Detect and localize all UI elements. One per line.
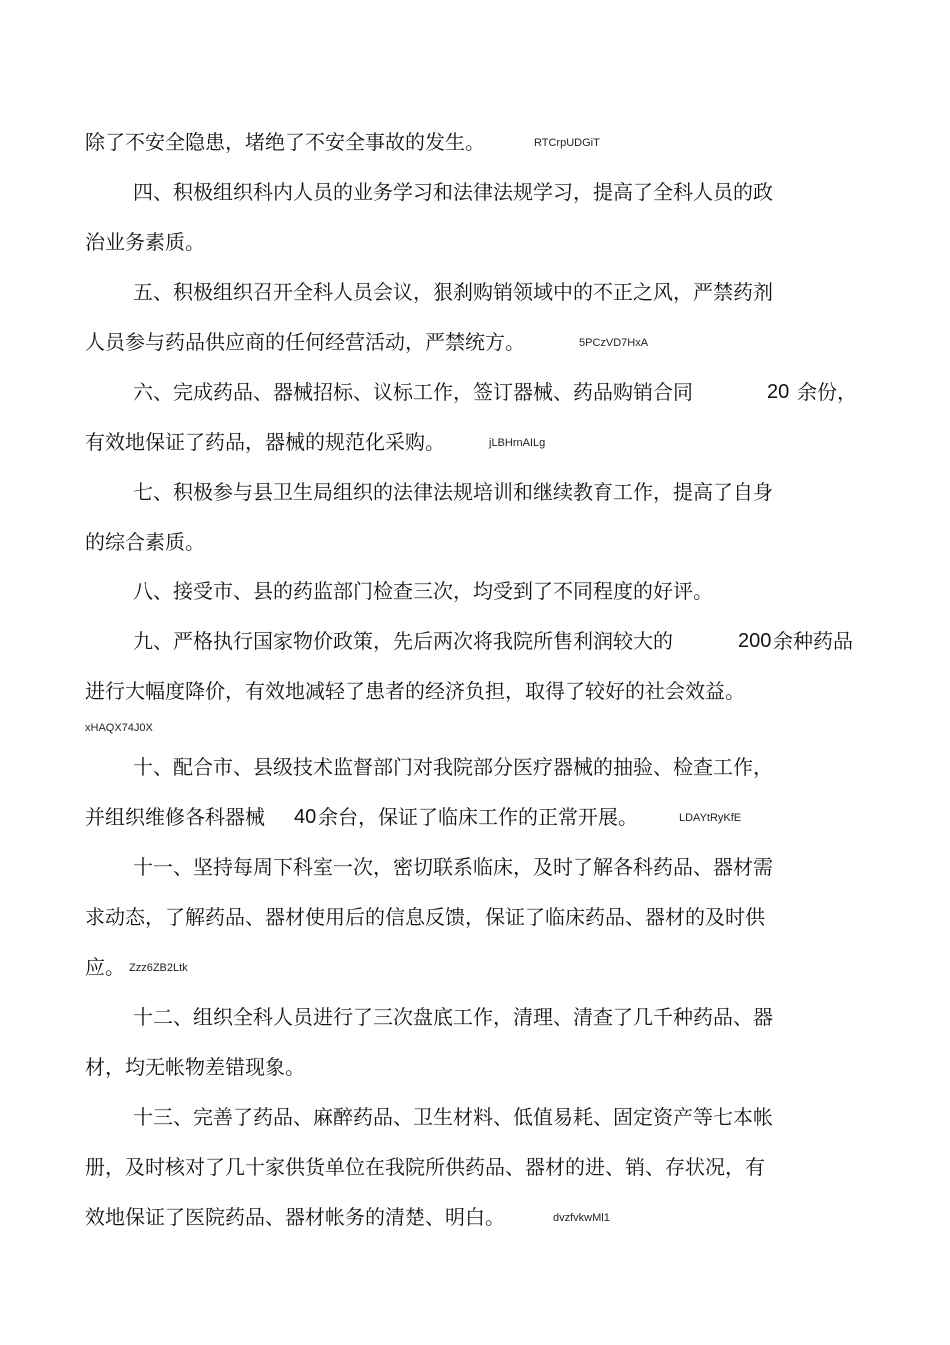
paragraph-line: 八、接受市、县的药监部门检查三次，均受到了不同程度的好评。: [133, 579, 713, 603]
paragraph-line: 并组织维修各科器械: [85, 805, 265, 829]
watermark-code: RTCrpUDGiT: [534, 137, 600, 149]
paragraph-line: 除了不安全隐患，堵绝了不安全事故的发生。: [85, 130, 485, 154]
paragraph-line: 六、完成药品、器械招标、议标工作，签订器械、药品购销合同: [133, 380, 693, 404]
paragraph-line: 求动态，了解药品、器材使用后的信息反馈，保证了临床药品、器材的及时供: [85, 905, 765, 929]
paragraph-line: 十三、完善了药品、麻醉药品、卫生材料、低值易耗、固定资产等七本帐: [133, 1105, 773, 1129]
paragraph-line: 进行大幅度降价，有效地减轻了患者的经济负担，取得了较好的社会效益。: [85, 679, 745, 703]
paragraph-line: 余份，: [797, 380, 857, 404]
number-value: 40: [294, 806, 317, 828]
paragraph-line: 效地保证了医院药品、器材帐务的清楚、明白。: [85, 1205, 505, 1229]
paragraph-line: 九、严格执行国家物价政策，先后两次将我院所售利润较大的: [133, 629, 673, 653]
paragraph-line: 四、积极组织科内人员的业务学习和法律法规学习，提高了全科人员的政: [133, 180, 773, 204]
watermark-code: jLBHrnAILg: [489, 437, 546, 449]
paragraph-line: 余台，保证了临床工作的正常开展。: [318, 805, 638, 829]
paragraph-line: 材，均无帐物差错现象。: [85, 1055, 305, 1079]
paragraph-line: 册，及时核对了几十家供货单位在我院所供药品、器材的进、销、存状况，有: [85, 1155, 765, 1179]
paragraph-line: 有效地保证了药品，器械的规范化采购。: [85, 430, 445, 454]
watermark-code: LDAYtRyKfE: [679, 812, 742, 824]
paragraph-line: 应。: [85, 955, 125, 979]
watermark-code: dvzfvkwMl1: [553, 1212, 610, 1224]
watermark-code: 5PCzVD7HxA: [579, 337, 649, 349]
watermark-code: Zzz6ZB2Ltk: [129, 962, 188, 974]
paragraph-line: 的综合素质。: [85, 530, 205, 554]
number-value: 200: [738, 630, 772, 652]
paragraph-line: 治业务素质。: [85, 230, 205, 254]
paragraph-line: 七、积极参与县卫生局组织的法律法规培训和继续教育工作，提高了自身: [133, 480, 773, 504]
paragraph-line: 十二、组织全科人员进行了三次盘底工作，清理、清查了几千种药品、器: [133, 1005, 773, 1029]
paragraph-line: 十、配合市、县级技术监督部门对我院部分医疗器械的抽验、检查工作，: [133, 755, 773, 779]
watermark-code: xHAQX74J0X: [85, 722, 153, 734]
paragraph-line: 十一、坚持每周下科室一次，密切联系临床，及时了解各科药品、器材需: [133, 855, 773, 879]
paragraph-line: 人员参与药品供应商的任何经营活动，严禁统方。: [85, 330, 525, 354]
number-value: 20: [767, 381, 790, 403]
paragraph-line: 余种药品: [773, 629, 853, 653]
paragraph-line: 五、积极组织召开全科人员会议，狠刹购销领域中的不正之风，严禁药剂: [133, 280, 773, 304]
